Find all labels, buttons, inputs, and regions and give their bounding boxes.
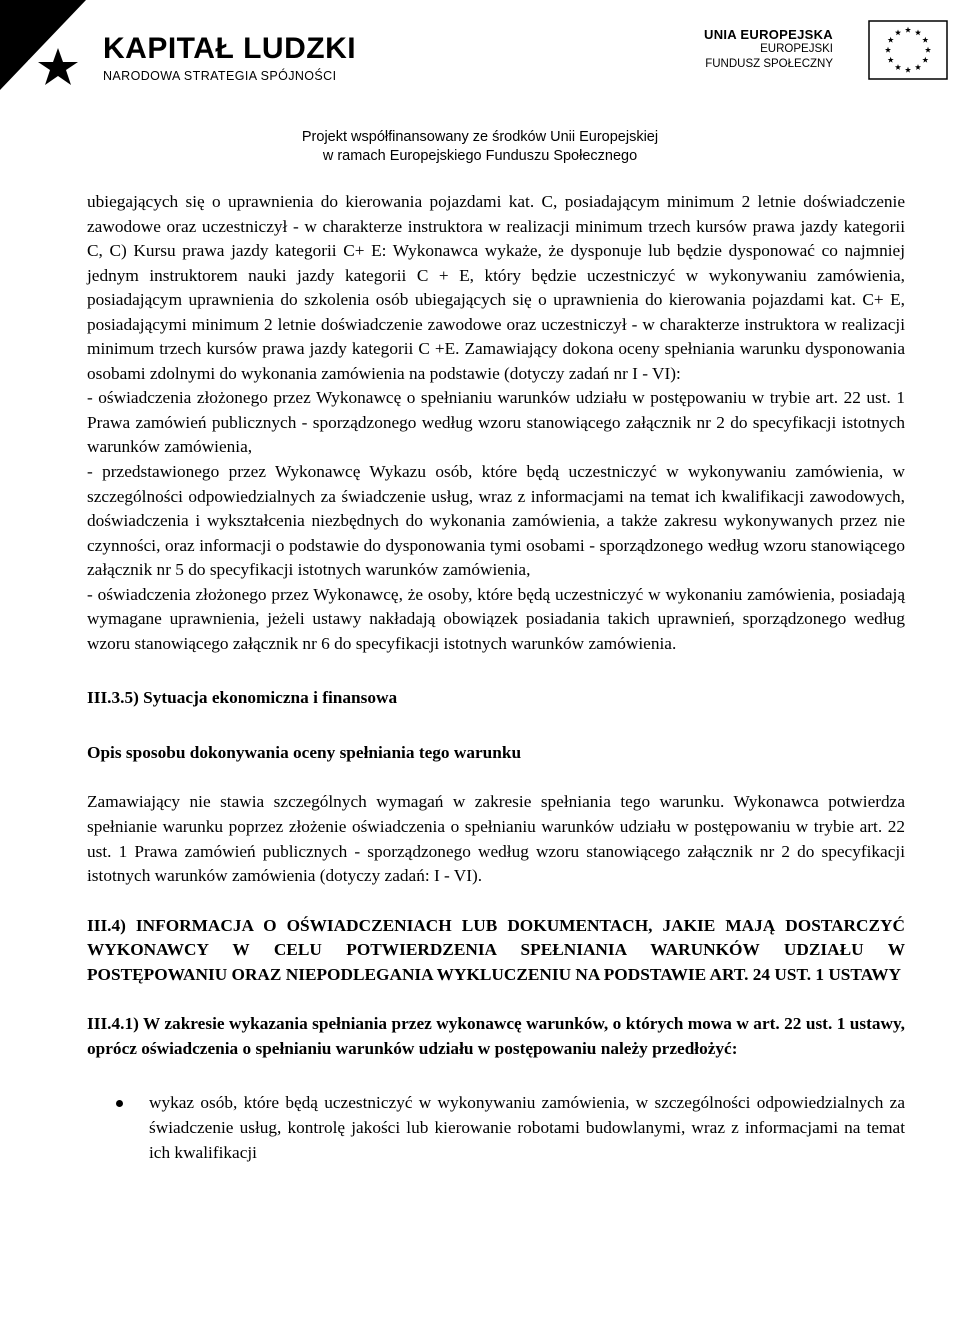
document-body [87,190,905,1165]
paragraph: - oświadczenia złożonego przez Wykonawcę o spełnianiu warunków udziału w postępowaniu w trybie art. 22 ust. 1 Prawa zamówień publicznych - sporządzonego według wzoru stanowiącego załącznik nr 2 do specyfikacji istotnych warunków zamówienia, [87,388,905,457]
eu-star-icon [905,67,911,73]
eu-fund-wordmark [668,27,833,72]
page-header [0,0,960,175]
requirements-list [87,1091,905,1165]
paragraph: - oświadczenia złożonego przez Wykonawcę, że osoby, które będą uczestniczyć w wykonaniu zamówienia, posiadają wymagane uprawnienia, jeżeli ustawy nakładają obowiązek posiadania takich uprawnień, sporządzonego według wzoru stanowiącego załącznik nr 6 do specyfikacji istotnych warunków zamówienia. [87,584,905,653]
eu-name: UNIA EUROPEJSKA [704,27,833,42]
eu-star-icon [895,64,901,70]
eu-star-icon [915,29,921,35]
eu-star-icon [922,57,928,63]
paragraph: - przedstawionego przez Wykonawcę Wykazu osób, które będą uczestniczyć w wykonywaniu zamówienia, w szczególności odpowiedzialnych za świadczenie usług, wraz z informacjami na temat ich kwalifikacji zawodowych, doświadczenia i wykształcenia niezbędnych do wykonania zamówienia, a także zakresu wykonywanych przez nie czynności, oraz informacji o podstawie do dysponowania tymi osobami - sporządzonego według wzoru stanowiącego załącznik nr 5 do specyfikacji istotnych warunków zamówienia, [87,462,905,580]
eu-star-icon [905,27,911,33]
eu-star-icon [888,57,894,63]
project-note [0,128,960,166]
subsection-heading: Opis sposobu dokonywania oceny spełniania tego warunku [87,742,522,762]
fund-name-line1: EUROPEJSKI [760,43,833,55]
fund-name-line2: FUNDUSZ SPOŁECZNY [705,58,833,70]
eu-star-icon [895,29,901,35]
section-heading: III.3.5) Sytuacja ekonomiczna i finansowa [87,688,398,708]
eu-star-icon [915,64,921,70]
kapital-ludzki-title: KAPITAŁ LUDZKI [103,32,357,65]
project-note-line2: w ramach Europejskiego Funduszu Społecznego [322,148,638,164]
section-heading: III.4) INFORMACJA O OŚWIADCZENIACH LUB DOKUMENTACH, JAKIE MAJĄ DOSTARCZYĆ WYKONAWCY W CELU POTWIERDZENIA SPEŁNIANIA WARUNKÓW UDZIAŁU W POSTĘPOWANIU ORAZ NIEPODLEGANIA WYKLUCZENIU NA PODSTAWIE ART. 24 UST. 1 USTAWY [87,915,905,984]
kapital-ludzki-star-logo [0,0,95,100]
project-note-line1: Projekt współfinansowany ze środków Unii Europejskiej [301,129,659,145]
eu-star-icon [888,37,894,43]
kapital-ludzki-wordmark [103,32,356,84]
eu-star-icon [925,47,931,53]
eu-star-icon [885,47,891,53]
eu-flag-icon [868,20,948,80]
list-item: wykaz osób, które będą uczestniczyć w wykonywaniu zamówienia, w szczególności odpowiedzialnych za świadczenie usług, kontrolę jakości lub kierowanie robotami budowlanymi, wraz z informacjami na temat ich kwalifikacji [87,1091,905,1165]
paragraph: ubiegających się o uprawnienia do kierowania pojazdami kat. C, posiadającym minimum 2 letnie doświadczenie zawodowe oraz uczestniczył - w charakterze instruktora w realizacji minimum trzech kursów prawa jazdy kategorii C, C) Kursu prawa jazdy kategorii C+ E: Wykonawca wykaże, że dysponuje lub będzie dysponować co najmniej jednym instruktorem nauki jazdy kategorii C + E, który będzie uczestniczyć w wykonywaniu zamówienia, posiadającym uprawnienia do szkolenia osób ubiegających się o uprawnienia do kierowania pojazdami kat. C+ E, posiadającymi minimum 2 letnie doświadczenie zawodowe oraz uczestniczył - w charakterze instruktora w realizacji minimum trzech kursów prawa jazdy kategorii C +E. Zamawiający dokona oceny spełniania warunku dysponowania osobami zdolnymi do wykonania zamówienia na podstawie (dotyczy zadań nr I - VI): [87,192,905,383]
kapital-ludzki-subtitle: NARODOWA STRATEGIA SPÓJNOŚCI [103,69,337,83]
section-heading: III.4.1) W zakresie wykazania spełniania przez wykonawcę warunków, o których mowa w art. 22 ust. 1 ustawy, oprócz oświadczenia o spełnianiu warunków udziału w postępowaniu należy przedłożyć: [87,1014,905,1058]
paragraph: Zamawiający nie stawia szczególnych wymagań w zakresie spełniania tego warunku. Wykonawca potwierdza spełnianie warunku poprzez złożenie oświadczenia o spełnianiu warunków udziału w postępowaniu w trybie art. 22 ust. 1 Prawa zamówień publicznych - sporządzonego według wzoru stanowiącego załącznik nr 2 do specyfikacji istotnych warunków zamówienia (dotyczy zadań: I - VI). [87,792,905,886]
eu-star-icon [922,37,928,43]
